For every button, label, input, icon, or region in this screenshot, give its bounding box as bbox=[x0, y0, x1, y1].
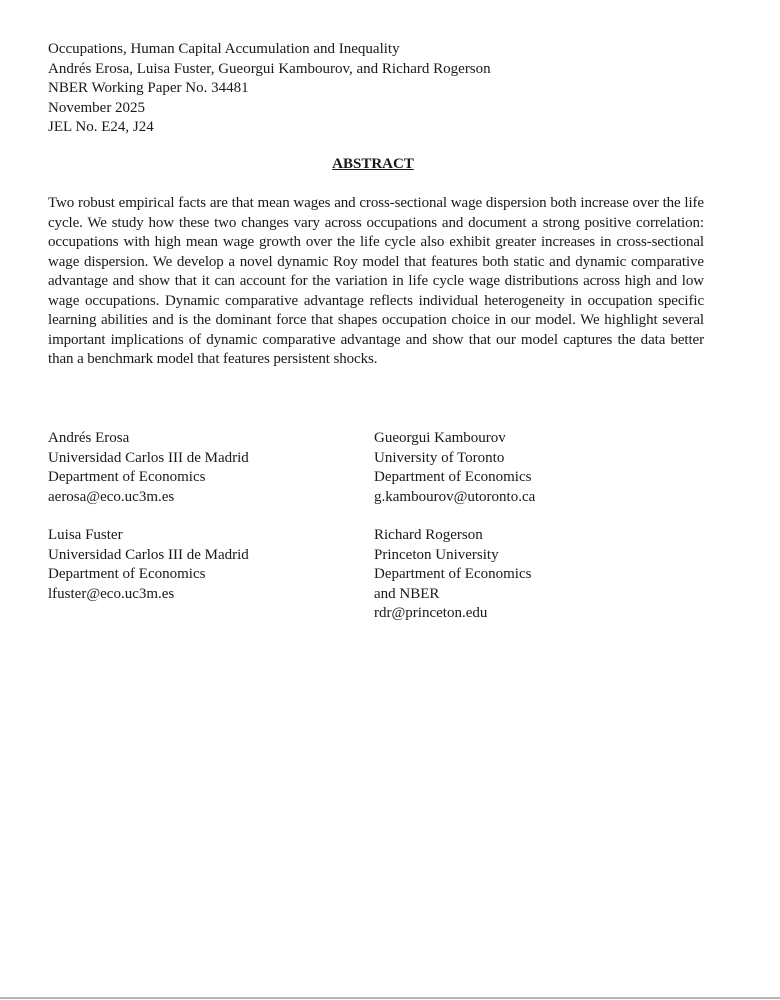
jel-codes: JEL No. E24, J24 bbox=[48, 119, 154, 135]
author-name: Richard Rogerson bbox=[374, 527, 483, 543]
author-email: lfuster@eco.uc3m.es bbox=[48, 585, 175, 602]
author-email: aerosa@eco.uc3m.es bbox=[48, 488, 175, 505]
author-department: Department of Economics bbox=[374, 469, 532, 485]
author-block-rogerson bbox=[374, 526, 531, 624]
author-affiliation: Universidad Carlos III de Madrid bbox=[48, 449, 249, 466]
abstract-heading: ABSTRACT bbox=[332, 156, 414, 172]
author-name: Gueorgui Kambourov bbox=[374, 430, 506, 446]
paper-header bbox=[48, 40, 491, 138]
paper-title: Occupations, Human Capital Accumulation and Inequality bbox=[48, 41, 400, 57]
author-email: g.kambourov@utoronto.ca bbox=[374, 488, 536, 505]
page-bottom-border bbox=[0, 997, 780, 999]
author-department: Department of Economics bbox=[374, 566, 532, 582]
author-email: rdr@princeton.edu bbox=[374, 605, 488, 621]
author-block-kambourov bbox=[374, 429, 535, 507]
author-affiliation-extra: and NBER bbox=[374, 585, 440, 602]
publication-date: November 2025 bbox=[48, 99, 146, 116]
author-name: Andrés Erosa bbox=[48, 430, 130, 446]
author-list: Andrés Erosa, Luisa Fuster, Gueorgui Kambourov, and Richard Rogerson bbox=[48, 60, 491, 77]
author-affiliation: Universidad Carlos III de Madrid bbox=[48, 546, 249, 563]
author-affiliation: Princeton University bbox=[374, 546, 499, 563]
working-paper-number: NBER Working Paper No. 34481 bbox=[48, 80, 249, 96]
author-department: Department of Economics bbox=[48, 469, 206, 485]
author-block-erosa bbox=[48, 429, 249, 507]
abstract-text: Two robust empirical facts are that mean wages and cross-sectional wage dispersion both increase over the life cycle. We study how these two changes vary across occupations and document a strong positive correlation: occupations with high mean wage growth over the life cycle also exhibit greater increases in cross-sectional wage dispersion. We develop a novel dynamic Roy model that features both static and dynamic comparative advantage and show that it can account for the variation in life cycle wage distributions across high and low wage occupations. Dynamic comparative advantage reflects individual heterogeneity in occupation specific learning abilities and is the dominant force that shapes occupation choice in our model. We highlight several important implications of dynamic comparative advantage and show that our model captures the data better than a benchmark model that features persistent shocks. bbox=[48, 195, 704, 367]
author-block-fuster bbox=[48, 526, 249, 604]
author-name: Luisa Fuster bbox=[48, 527, 123, 543]
author-department: Department of Economics bbox=[48, 566, 206, 582]
author-affiliation: University of Toronto bbox=[374, 449, 505, 466]
